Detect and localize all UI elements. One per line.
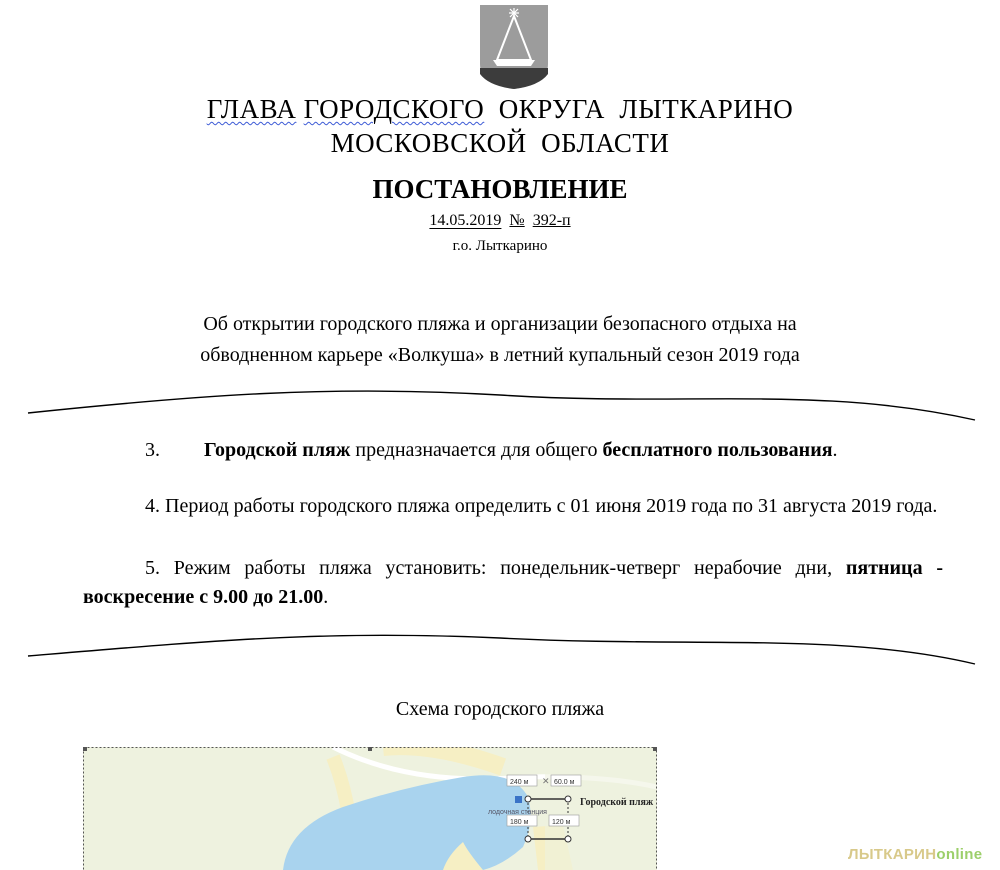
authority-word-head: ГЛАВА — [206, 94, 297, 124]
authority-word-rest: ОКРУГА ЛЫТКАРИНО — [484, 94, 794, 124]
authority-title-line1 — [0, 94, 1000, 125]
city-coat-of-arms-icon — [479, 4, 549, 90]
dim-top-left: 240 м — [510, 779, 529, 786]
document-title: ПОСТАНОВЛЕНИЕ — [372, 174, 628, 204]
dim-separator-icon: ✕ — [542, 776, 550, 786]
p3-end: . — [832, 439, 838, 461]
torn-edge-divider — [0, 630, 1000, 670]
document-number: 392-п — [532, 212, 571, 229]
beach-map — [83, 747, 657, 870]
torn-edge-divider — [0, 385, 1000, 425]
p3-bold-beach: Городской пляж — [204, 439, 351, 461]
site-watermark — [848, 846, 982, 863]
document-date-number — [0, 212, 1000, 230]
watermark-brand: ЛЫТКАРИН — [848, 846, 937, 863]
beach-label: Городской пляж — [580, 797, 654, 808]
dim-top-right: 60.0 м — [554, 779, 575, 786]
map-caption: Схема городского пляжа — [395, 698, 605, 720]
p3-bold-free: бесплатного пользования — [602, 439, 833, 461]
paragraph-3 — [83, 436, 943, 465]
paragraph-4 — [83, 492, 943, 521]
p3-text: предназначается для общего — [350, 439, 603, 461]
boat-station-label: лодочная станция — [488, 809, 547, 816]
p5-bold-hours: пятница - воскресение с 9.00 до 21.00 — [83, 557, 943, 608]
paragraph-5 — [83, 554, 943, 612]
watermark-online: online — [936, 846, 983, 863]
number-sign: № — [509, 212, 525, 229]
document-subject-line2: обводненном карьере «Волкуша» в летний купальный сезон 2019 года — [200, 344, 800, 366]
document-date: 14.05.2019 — [429, 212, 502, 229]
authority-word-city: ГОРОДСКОГО — [303, 94, 485, 124]
dim-bottom-left: 180 м — [510, 819, 529, 826]
dim-bottom-right: 120 м — [552, 819, 571, 826]
document-place: г.о. Лыткарино — [452, 238, 548, 254]
p5-text: 5. Режим работы пляжа установить: понедельник-четверг нерабочие дни, — [145, 557, 846, 579]
p3-number: 3. — [145, 439, 160, 461]
p5-end: . — [323, 586, 329, 608]
document-subject-line1: Об открытии городского пляжа и организации безопасного отдыха на — [203, 313, 797, 335]
p4-text: 4. Период работы городского пляжа определить с 01 июня 2019 года по 31 августа 2019 года. — [145, 495, 938, 517]
authority-title-line2: МОСКОВСКОЙ ОБЛАСТИ — [330, 128, 670, 158]
